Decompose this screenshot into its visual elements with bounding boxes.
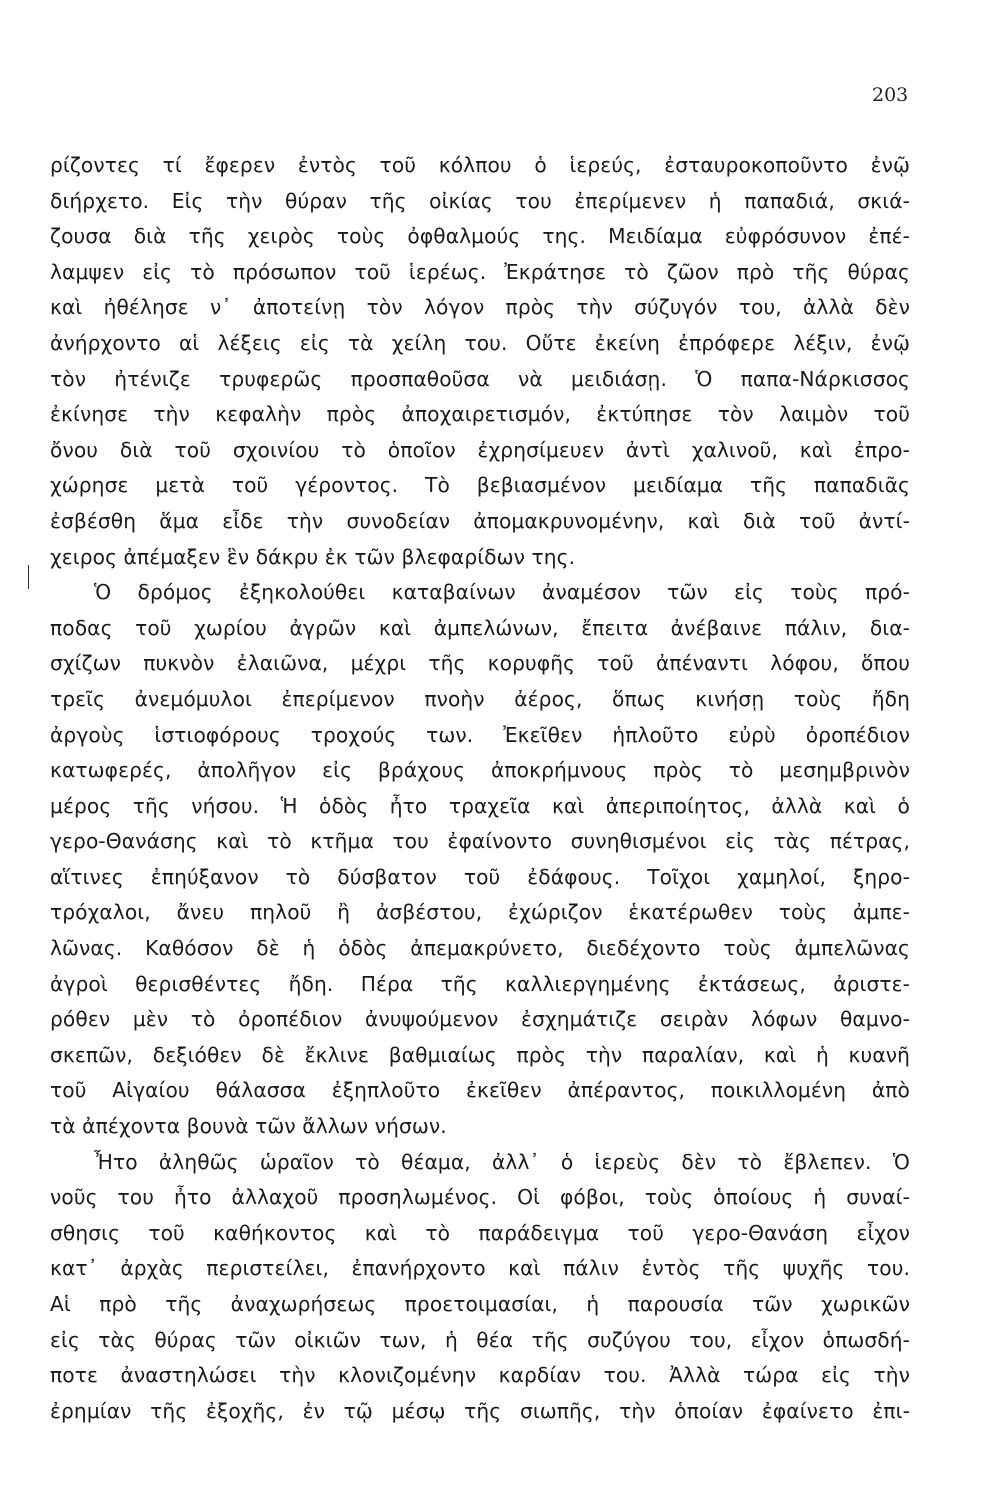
text-line: ποδας τοῦ χωρίου ἀγρῶν καὶ ἀμπελώνων, ἔπειτα ἀνέβαινε πάλιν, δια- bbox=[50, 615, 910, 640]
text-line: ἐσβέσθη ἅμα εἶδε τὴν συνοδείαν ἀπομακρυνομένην, καὶ διὰ τοῦ ἀντί- bbox=[50, 508, 910, 533]
text-line: ρίζοντες τί ἔφερεν ἐντὸς τοῦ κόλπου ὁ ἱερεύς, ἐσταυροκοποῦντο ἐνῷ bbox=[50, 153, 910, 177]
text-line: σχίζων πυκνὸν ἐλαιῶνα, μέχρι τῆς κορυφῆς τοῦ ἀπέναντι λόφου, ὅπου bbox=[50, 651, 910, 676]
text-line: σθησις τοῦ καθήκοντος καὶ τὸ παράδειγμα τοῦ γερο-Θανάση εἶχον bbox=[50, 1220, 910, 1245]
text-line: ρόθεν μὲν τὸ ὀροπέδιον ἀνυψούμενον ἐσχημάτιζε σειρὰν λόφων θαμνο- bbox=[50, 1007, 910, 1032]
text-line: ἀργοὺς ἱστιοφόρους τροχούς των. Ἐκεῖθεν ἡπλοῦτο εὐρὺ ὀροπέδιον bbox=[50, 722, 910, 747]
text-line: χειρος ἀπέμαξεν ἓν δάκρυ ἐκ τῶν βλεφαρίδων της. bbox=[50, 544, 576, 569]
text-line: αἵτινες ἐπηύξανον τὸ δύσβατον τοῦ ἐδάφους. Τοῖχοι χαμηλοί, ξηρο- bbox=[50, 864, 910, 889]
text-line: λῶνας. Καθόσον δὲ ἡ ὁδὸς ἀπεμακρύνετο, διεδέχοντο τοὺς ἀμπελῶνας bbox=[50, 936, 910, 961]
text-line: γερο-Θανάσης καὶ τὸ κτῆμα του ἐφαίνοντο συνηθισμένοι εἰς τὰς πέτρας, bbox=[50, 829, 910, 854]
text-line: σκεπῶν, δεξιόθεν δὲ ἔκλινε βαθμιαίως πρὸς τὴν παραλίαν, καὶ ἡ κυανῆ bbox=[50, 1042, 910, 1067]
text-line: νοῦς του ἦτο ἀλλαχοῦ προσηλωμένος. Οἱ φόβοι, τοὺς ὁποίους ἡ συναί- bbox=[50, 1185, 910, 1210]
text-line: χώρησε μετὰ τοῦ γέροντος. Τὸ βεβιασμένον μειδίαμα τῆς παπαδιᾶς bbox=[50, 473, 910, 498]
text-line: Αἱ πρὸ τῆς ἀναχωρήσεως προετοιμασίαι, ἡ παρουσία τῶν χωρικῶν bbox=[50, 1292, 910, 1316]
text-line: λαμψεν εἰς τὸ πρόσωπον τοῦ ἱερέως. Ἐκράτησε τὸ ζῶον πρὸ τῆς θύρας bbox=[50, 259, 910, 284]
text-line: διήρχετο. Εἰς τὴν θύραν τῆς οἰκίας του ἐπερίμενεν ἡ παπαδιά, σκιά- bbox=[50, 188, 910, 213]
text-line: τὸν ἠτένιζε τρυφερῶς προσπαθοῦσα νὰ μειδιάσῃ. Ὁ παπα-Νάρκισσος bbox=[50, 366, 910, 391]
text-line: ἀνήρχοντο αἱ λέξεις εἰς τὰ χείλη του. Οὔτε ἐκείνη ἐπρόφερε λέξιν, ἐνῷ bbox=[50, 330, 910, 355]
text-line: ζουσα διὰ τῆς χειρὸς τοὺς ὀφθαλμούς της. Μειδίαμα εὐφρόσυνον ἐπέ- bbox=[50, 224, 910, 249]
text-line: καὶ ἠθέλησε ν᾽ ἀποτείνῃ τὸν λόγον πρὸς τὴν σύζυγόν του, ἀλλὰ δὲν bbox=[50, 295, 910, 320]
text-line: τὰ ἀπέχοντα βουνὰ τῶν ἄλλων νήσων. bbox=[50, 1114, 447, 1139]
text-line: ἐκίνησε τὴν κεφαλὴν πρὸς ἀποχαιρετισμόν, ἐκτύπησε τὸν λαιμὸν τοῦ bbox=[50, 402, 910, 427]
text-line: εἰς τὰς θύρας τῶν οἰκιῶν των, ἡ θέα τῆς συζύγου του, εἶχον ὁπωσδή- bbox=[50, 1327, 910, 1352]
margin-mark bbox=[28, 565, 29, 589]
text-line: Ἦτο ἀληθῶς ὡραῖον τὸ θέαμα, ἀλλ᾽ ὁ ἱερεὺς δὲν τὸ ἔβλεπεν. Ὁ bbox=[94, 1149, 910, 1174]
text-line: ποτε ἀναστηλώσει τὴν κλονιζομένην καρδίαν του. Ἀλλὰ τώρα εἰς τὴν bbox=[50, 1363, 910, 1388]
text-line: Ὁ δρόμος ἐξηκολούθει καταβαίνων ἀναμέσον τῶν εἰς τοὺς πρό- bbox=[94, 580, 910, 605]
text-line: ὄνου διὰ τοῦ σχοινίου τὸ ὁποῖον ἐχρησίμευεν ἀντὶ χαλινοῦ, καὶ ἐπρο- bbox=[50, 437, 910, 462]
text-line: μέρος τῆς νήσου. Ἡ ὁδὸς ἦτο τραχεῖα καὶ ἀπεριποίητος, ἀλλὰ καὶ ὁ bbox=[50, 793, 910, 818]
body-text bbox=[50, 148, 910, 1429]
text-line: τοῦ Αἰγαίου θάλασσα ἐξηπλοῦτο ἐκεῖθεν ἀπέραντος, ποικιλλομένη ἀπὸ bbox=[50, 1078, 910, 1103]
text-line: κατ᾽ ἀρχὰς περιστείλει, ἐπανήρχοντο καὶ πάλιν ἐντὸς τῆς ψυχῆς του. bbox=[50, 1256, 910, 1281]
text-line: ἀγροὶ θερισθέντες ἤδη. Πέρα τῆς καλλιεργημένης ἐκτάσεως, ἀριστε- bbox=[50, 971, 910, 996]
text-line: ἐρημίαν τῆς ἐξοχῆς, ἐν τῷ μέσῳ τῆς σιωπῆς, τὴν ὁποίαν ἐφαίνετο ἐπι- bbox=[50, 1398, 910, 1423]
page-number: 203 bbox=[872, 84, 909, 106]
text-line: τρόχαλοι, ἄνευ πηλοῦ ἢ ἀσβέστου, ἐχώριζον ἑκατέρωθεν τοὺς ἀμπε- bbox=[50, 900, 910, 925]
text-line: κατωφερές, ἀπολῆγον εἰς βράχους ἀποκρήμνους πρὸς τὸ μεσημβρινὸν bbox=[50, 758, 910, 783]
text-line: τρεῖς ἀνεμόμυλοι ἐπερίμενον πνοὴν ἀέρος, ὅπως κινήσῃ τοὺς ἤδη bbox=[50, 686, 910, 711]
